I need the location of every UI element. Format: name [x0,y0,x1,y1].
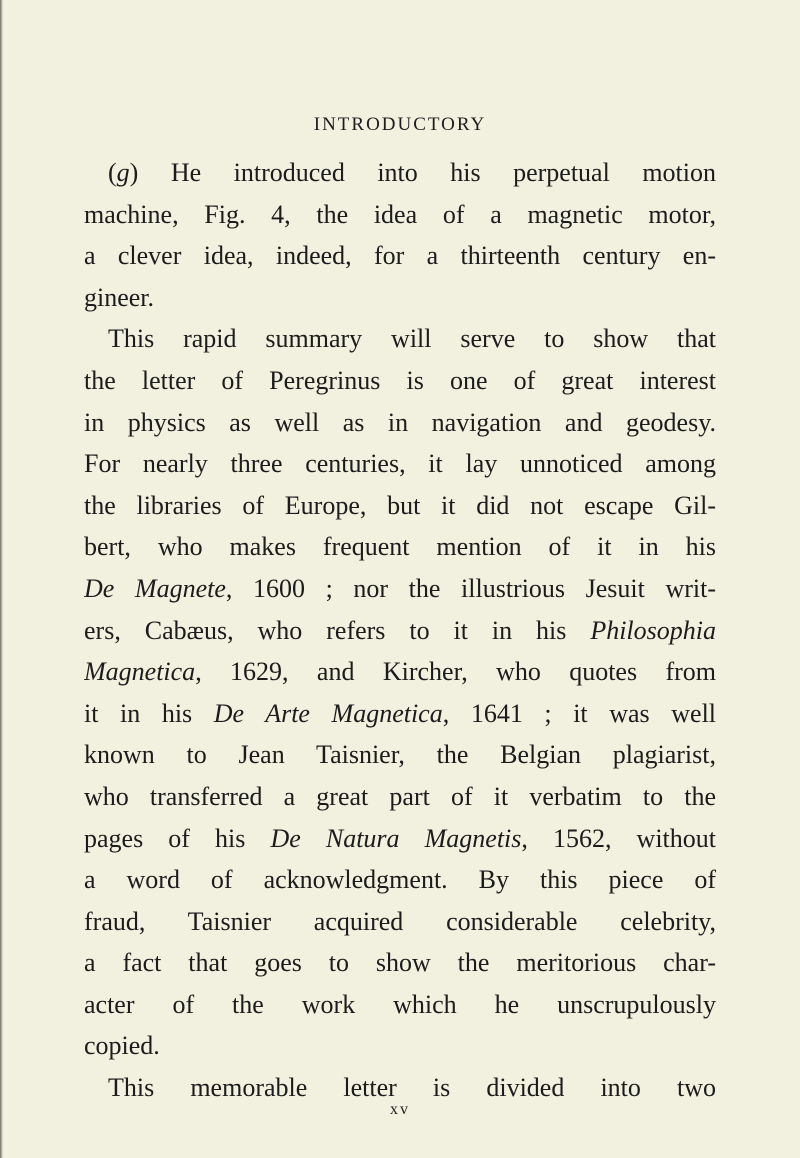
italic-text: g [116,158,130,187]
text-line [84,901,716,943]
running-header: INTRODUCTORY [313,114,487,135]
italic-text: De Natura Magnetis [270,823,522,853]
text-segment: who transferred a great part of it verbatim to the [84,781,716,811]
text-line [84,734,716,776]
text-line [84,568,716,610]
text-segment: ) He introduced into his perpetual motion [129,158,716,187]
text-segment: a fact that goes to show the meritorious char- [84,948,716,978]
text-segment: the letter of Peregrinus is one of great interest [84,365,716,395]
text-line [84,402,716,444]
text-line [84,194,716,236]
body-text [84,152,716,1109]
text-segment: This memorable letter is divided into two [108,1073,716,1103]
text-segment: , 1629, and Kircher, who quotes from [195,657,716,687]
text-line [84,526,716,568]
text-line [84,318,716,360]
italic-text: De Arte Magnetica [213,698,443,728]
text-line [84,818,716,860]
text-segment: in physics as well as in navigation and geodesy. [84,407,716,437]
text-segment: For nearly three centuries, it lay unnoticed among [84,449,716,479]
text-segment: a clever idea, indeed, for a thirteenth century en- [84,241,716,271]
text-segment: ers, Cabæus, who refers to it in his [84,615,591,645]
text-segment: This rapid summary will serve to show that [108,324,716,354]
text-segment: pages of his [84,823,271,853]
text-segment: a word of acknowledgment. By this piece of [84,865,716,895]
text-segment: copied. [84,1031,160,1061]
text-segment: it in his [84,698,214,728]
text-line [84,651,716,693]
text-segment: fraud, Taisnier acquired considerable celebrity, [84,906,716,936]
italic-text: De Magnete [84,573,226,603]
page-number: xv [390,1101,410,1118]
text-line [84,776,716,818]
text-segment: machine, Fig. 4, the idea of a magnetic motor, [84,199,716,229]
text-segment: the libraries of Europe, but it did not escape Gil- [84,490,716,520]
text-segment: bert, who makes frequent mention of it in his [84,532,716,562]
page-left-edge [0,0,3,1158]
text-line [84,277,716,319]
italic-text: Philosophia [590,615,716,645]
text-line [84,152,716,194]
text-line [84,942,716,984]
text-segment: acter of the work which he unscrupulously [84,989,716,1019]
text-line [84,859,716,901]
text-segment: gineer. [84,282,155,312]
text-line [84,610,716,652]
text-line [84,443,716,485]
text-segment: , 1562, without [521,823,716,853]
italic-text: Magnetica [84,657,196,687]
text-segment: , 1600 ; nor the illustrious Jesuit writ- [225,573,716,603]
text-segment: , 1641 ; it was well [442,698,716,728]
text-line [84,360,716,402]
text-segment: ( [108,158,117,187]
text-line [84,235,716,277]
text-segment: known to Jean Taisnier, the Belgian plagiarist, [84,740,716,770]
text-line [84,485,716,527]
text-line [84,984,716,1026]
text-line [84,693,716,735]
text-line [84,1025,716,1067]
